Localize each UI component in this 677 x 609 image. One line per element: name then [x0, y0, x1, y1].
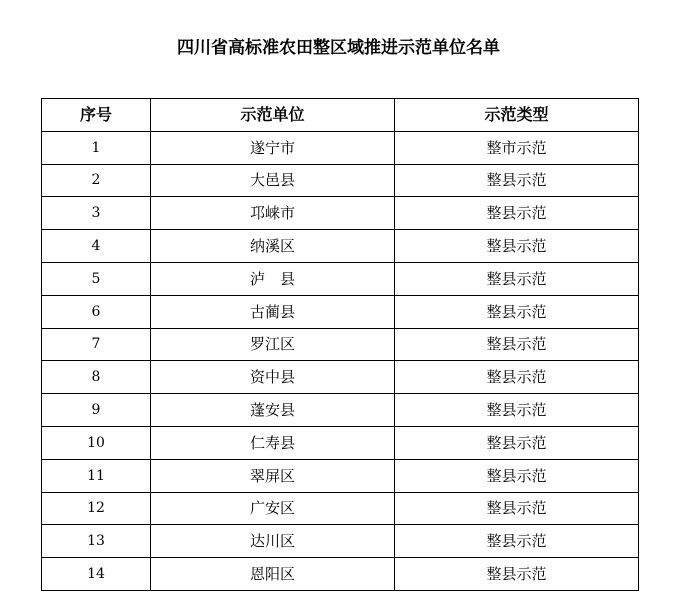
cell-type: 整县示范	[395, 295, 639, 328]
cell-type: 整县示范	[395, 525, 639, 558]
cell-index: 5	[42, 262, 151, 295]
cell-unit: 恩阳区	[151, 558, 395, 591]
cell-unit: 泸 县	[151, 262, 395, 295]
cell-type: 整县示范	[395, 230, 639, 263]
table-row	[42, 361, 639, 394]
table-body	[42, 131, 639, 590]
cell-index: 9	[42, 394, 151, 427]
cell-type: 整县示范	[395, 558, 639, 591]
cell-unit: 翠屏区	[151, 459, 395, 492]
document-title: 四川省高标准农田整区域推进示范单位名单	[177, 38, 500, 58]
table-row	[42, 525, 639, 558]
cell-index: 14	[42, 558, 151, 591]
cell-index: 8	[42, 361, 151, 394]
cell-index: 3	[42, 197, 151, 230]
cell-unit: 资中县	[151, 361, 395, 394]
cell-unit: 仁寿县	[151, 426, 395, 459]
table-row	[42, 492, 639, 525]
cell-unit: 遂宁市	[151, 131, 395, 164]
cell-type: 整县示范	[395, 361, 639, 394]
cell-index: 1	[42, 131, 151, 164]
table-row	[42, 197, 639, 230]
table-row	[42, 459, 639, 492]
cell-index: 11	[42, 459, 151, 492]
cell-unit: 邛崃市	[151, 197, 395, 230]
table-row	[42, 164, 639, 197]
cell-index: 12	[42, 492, 151, 525]
cell-type: 整县示范	[395, 459, 639, 492]
cell-index: 10	[42, 426, 151, 459]
cell-unit: 罗江区	[151, 328, 395, 361]
cell-type: 整县示范	[395, 492, 639, 525]
table-row	[42, 426, 639, 459]
cell-index: 13	[42, 525, 151, 558]
table-row	[42, 558, 639, 591]
header-index: 序号	[42, 99, 151, 132]
table-header-row	[42, 99, 639, 132]
cell-index: 7	[42, 328, 151, 361]
table-row	[42, 394, 639, 427]
cell-unit: 古蔺县	[151, 295, 395, 328]
header-type: 示范类型	[395, 99, 639, 132]
demonstration-units-table	[41, 98, 639, 591]
cell-type: 整县示范	[395, 164, 639, 197]
table-row	[42, 328, 639, 361]
cell-index: 6	[42, 295, 151, 328]
cell-type: 整县示范	[395, 197, 639, 230]
cell-type: 整县示范	[395, 394, 639, 427]
cell-unit: 大邑县	[151, 164, 395, 197]
cell-unit: 纳溪区	[151, 230, 395, 263]
cell-type: 整县示范	[395, 262, 639, 295]
cell-type: 整县示范	[395, 426, 639, 459]
cell-unit: 蓬安县	[151, 394, 395, 427]
cell-unit: 广安区	[151, 492, 395, 525]
cell-type: 整县示范	[395, 328, 639, 361]
table-row	[42, 131, 639, 164]
table-row	[42, 230, 639, 263]
table-row	[42, 295, 639, 328]
table-row	[42, 262, 639, 295]
header-unit: 示范单位	[151, 99, 395, 132]
cell-index: 4	[42, 230, 151, 263]
cell-type: 整市示范	[395, 131, 639, 164]
cell-unit: 达川区	[151, 525, 395, 558]
cell-index: 2	[42, 164, 151, 197]
